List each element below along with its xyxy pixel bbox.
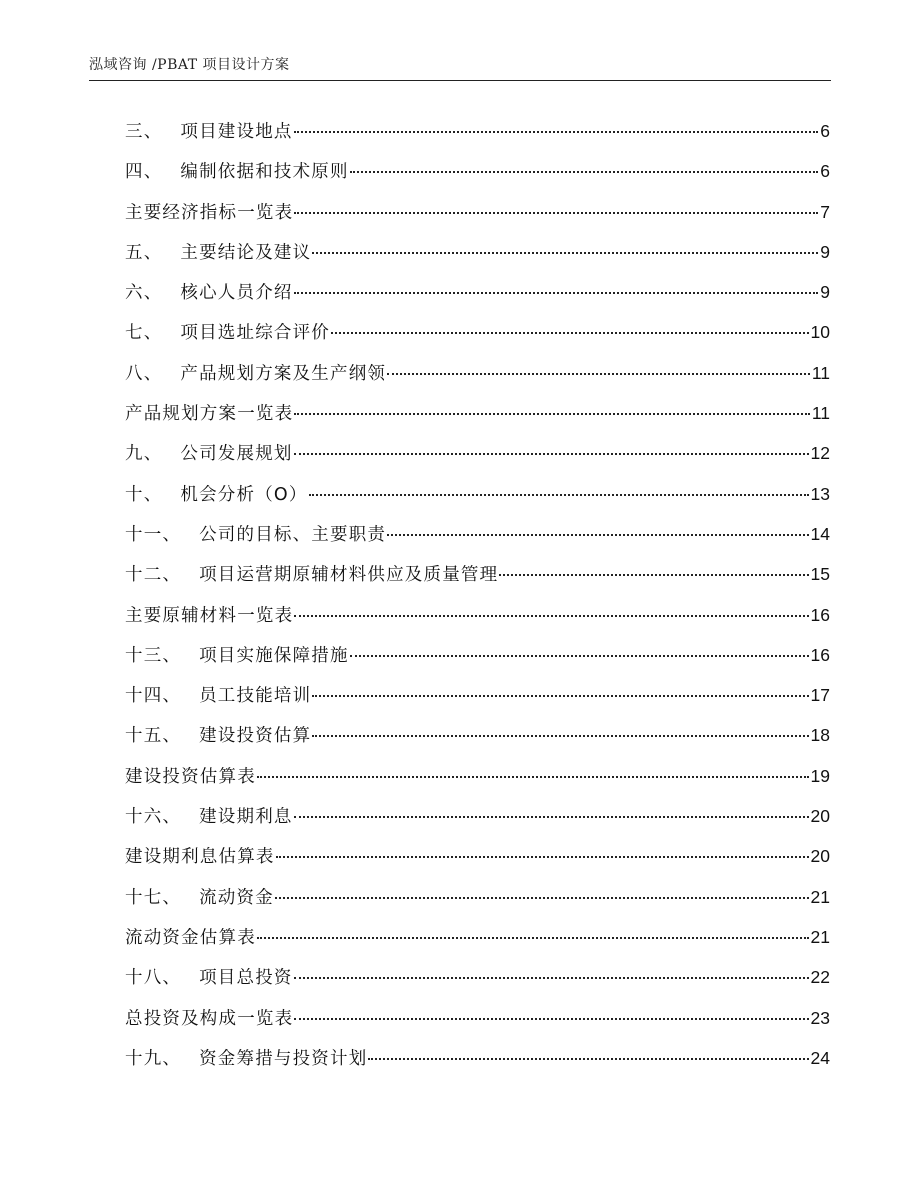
toc-entry-title [125, 1005, 293, 1030]
toc-entry-text: 项目实施保障措施 [199, 645, 349, 666]
toc-page-number: 21 [810, 926, 830, 947]
header-divider [89, 80, 831, 81]
toc-entry[interactable] [125, 642, 830, 682]
toc-dot-leader [499, 574, 808, 576]
toc-entry-number: 十九、 [125, 1048, 182, 1069]
toc-entry[interactable] [125, 158, 830, 198]
toc-entry-title [125, 521, 386, 546]
toc-page-number: 11 [811, 403, 830, 424]
toc-entry-title [125, 803, 293, 828]
toc-entry[interactable] [125, 1045, 830, 1085]
toc-page-number: 18 [810, 725, 830, 746]
toc-entry-number: 五、 [125, 242, 163, 263]
toc-entry-title [125, 279, 293, 304]
toc-dot-leader [368, 1058, 808, 1060]
toc-entry[interactable] [125, 481, 830, 521]
toc-entry[interactable] [125, 1005, 830, 1045]
toc-entry-title [125, 561, 498, 586]
toc-entry-text: 资金筹措与投资计划 [199, 1048, 368, 1069]
toc-entry-text: 产品规划方案一览表 [125, 404, 294, 425]
toc-entry-title [125, 763, 256, 788]
toc-page-number: 16 [810, 644, 830, 665]
toc-page-number: 12 [810, 443, 830, 464]
toc-entry[interactable] [125, 400, 830, 440]
toc-dot-leader [294, 292, 819, 294]
toc-page-number: 10 [810, 322, 830, 343]
toc-entry[interactable] [125, 360, 830, 400]
toc-entry-text: 总投资及构成一览表 [125, 1008, 294, 1029]
toc-dot-leader [257, 937, 809, 939]
toc-entry-number: 六、 [125, 283, 163, 304]
toc-entry-title [125, 964, 293, 989]
toc-page-number: 14 [810, 523, 830, 544]
toc-entry-text: 建设期利息 [199, 807, 293, 828]
toc-entry-text: 项目运营期原辅材料供应及质量管理 [199, 565, 499, 586]
toc-entry-title [125, 682, 311, 707]
toc-entry-number: 七、 [125, 323, 163, 344]
toc-entry-text: 编制依据和技术原则 [180, 162, 349, 183]
toc-entry[interactable] [125, 843, 830, 883]
toc-dot-leader [275, 897, 809, 899]
toc-dot-leader [350, 655, 809, 657]
toc-entry[interactable] [125, 279, 830, 319]
toc-entry[interactable] [125, 763, 830, 803]
toc-entry-text: 建设投资估算 [199, 726, 312, 747]
toc-entry-number: 十八、 [125, 968, 182, 989]
toc-page-number: 23 [810, 1007, 830, 1028]
toc-page-number: 21 [810, 886, 830, 907]
toc-entry[interactable] [125, 602, 830, 642]
toc-entry-number: 十四、 [125, 686, 182, 707]
page-header: 泓域咨询 /PBAT 项目设计方案 [89, 57, 290, 73]
toc-entry-title [125, 642, 349, 667]
toc-entry-text: 流动资金 [199, 887, 274, 908]
toc-entry-title [125, 319, 330, 344]
toc-dot-leader [294, 131, 819, 133]
toc-dot-leader [309, 494, 809, 496]
toc-page-number: 17 [810, 685, 830, 706]
toc-entry-text: 核心人员介绍 [180, 283, 293, 304]
toc-entry-title [125, 884, 274, 909]
toc-page-number: 20 [810, 846, 830, 867]
toc-entry[interactable] [125, 118, 830, 158]
toc-entry-number: 十一、 [125, 524, 182, 545]
toc-page-number: 24 [810, 1047, 830, 1068]
toc-entry-title [125, 481, 308, 506]
toc-entry[interactable] [125, 964, 830, 1004]
toc-entry-number: 十七、 [125, 887, 182, 908]
toc-entry-text: 员工技能培训 [199, 686, 312, 707]
toc-entry-number: 九、 [125, 444, 163, 465]
toc-entry[interactable] [125, 924, 830, 964]
toc-entry[interactable] [125, 722, 830, 762]
toc-page-number: 11 [811, 362, 830, 383]
toc-dot-leader [312, 695, 808, 697]
toc-entry[interactable] [125, 239, 830, 279]
toc-entry[interactable] [125, 561, 830, 601]
toc-entry-number: 八、 [125, 363, 163, 384]
toc-dot-leader [294, 413, 810, 415]
toc-page-number: 6 [820, 161, 830, 182]
toc-entry-title [125, 1045, 367, 1070]
toc-entry-text: 产品规划方案及生产纲领 [180, 363, 387, 384]
toc-page-number: 22 [810, 967, 830, 988]
toc-dot-leader [312, 252, 818, 254]
toc-entry-text: 公司发展规划 [180, 444, 293, 465]
toc-dot-leader [350, 171, 819, 173]
toc-dot-leader [294, 453, 809, 455]
toc-page-number: 20 [810, 806, 830, 827]
table-of-contents [125, 118, 830, 1085]
toc-entry-number: 三、 [125, 122, 163, 142]
toc-entry-text: 建设投资估算表 [125, 766, 256, 787]
toc-dot-leader [294, 212, 818, 214]
toc-page-number: 16 [810, 604, 830, 625]
toc-dot-leader [294, 816, 809, 818]
toc-entry-title [125, 843, 275, 868]
toc-entry-title [125, 440, 293, 465]
toc-page-number: 19 [810, 765, 830, 786]
toc-entry-number: 十五、 [125, 726, 182, 747]
toc-entry[interactable] [125, 682, 830, 722]
toc-entry-text: 主要原辅材料一览表 [125, 605, 294, 626]
toc-page-number: 15 [810, 564, 830, 585]
toc-entry[interactable] [125, 884, 830, 924]
toc-dot-leader [312, 735, 808, 737]
toc-page-number: 9 [820, 282, 830, 303]
toc-entry-text: 建设期利息估算表 [125, 847, 275, 868]
toc-page-number: 9 [820, 241, 830, 262]
toc-entry-text: 公司的目标、主要职责 [199, 524, 387, 545]
toc-entry-number: 十三、 [125, 645, 182, 666]
toc-entry-text: 机会分析（O） [180, 484, 308, 505]
toc-entry-number: 四、 [125, 162, 163, 183]
toc-entry-title [125, 360, 386, 385]
toc-dot-leader [387, 373, 810, 375]
toc-entry-text: 项目选址综合评价 [180, 323, 331, 344]
toc-entry-text: 主要经济指标一览表 [125, 202, 294, 223]
toc-entry-text: 流动资金估算表 [125, 927, 256, 948]
toc-dot-leader [387, 534, 808, 536]
toc-entry-title [125, 199, 293, 224]
toc-entry[interactable] [125, 521, 830, 561]
toc-dot-leader [294, 1018, 808, 1020]
toc-entry[interactable] [125, 199, 830, 239]
toc-entry-title [125, 924, 256, 949]
toc-entry-title [125, 400, 293, 425]
toc-dot-leader [331, 332, 809, 334]
toc-entry[interactable] [125, 319, 830, 359]
toc-dot-leader [276, 856, 809, 858]
toc-page-number: 7 [820, 201, 830, 222]
toc-entry-title [125, 722, 311, 747]
toc-entry-text: 主要结论及建议 [180, 242, 312, 263]
toc-entry-number: 十二、 [125, 565, 182, 586]
toc-dot-leader [294, 977, 809, 979]
toc-entry-number: 十、 [125, 484, 163, 505]
toc-entry-title [125, 118, 293, 143]
toc-entry-text: 项目建设地点 [180, 122, 293, 142]
toc-page-number: 6 [820, 121, 830, 141]
toc-entry-title [125, 602, 293, 627]
toc-dot-leader [257, 776, 809, 778]
toc-dot-leader [294, 615, 808, 617]
toc-page-number: 13 [810, 483, 830, 504]
toc-entry[interactable] [125, 803, 830, 843]
toc-entry[interactable] [125, 440, 830, 480]
toc-entry-number: 十六、 [125, 807, 182, 828]
toc-entry-title [125, 158, 349, 183]
toc-entry-text: 项目总投资 [199, 968, 293, 989]
toc-entry-title [125, 239, 311, 264]
